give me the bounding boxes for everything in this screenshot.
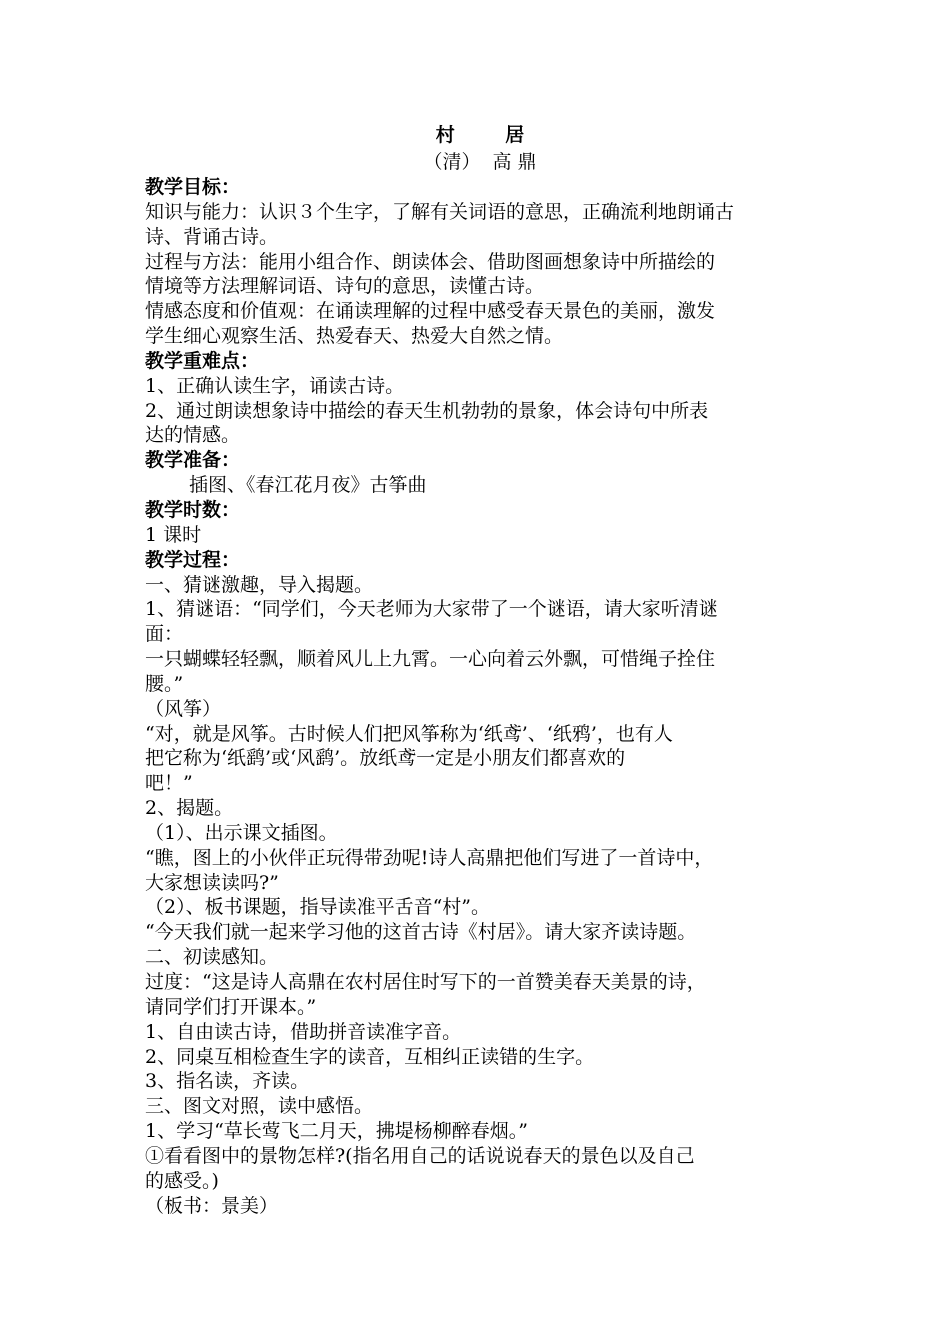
section-heading: 教学准备： bbox=[145, 449, 241, 472]
text-line: 情感态度和价值观：在诵读理解的过程中感受春天景色的美丽，激发 bbox=[145, 300, 716, 323]
text-line: 1、自由读古诗，借助拼音读准字音。 bbox=[145, 1020, 462, 1043]
section-heading: 教学目标： bbox=[145, 176, 241, 198]
text-line: 诗、背诵古诗。 bbox=[145, 225, 279, 248]
text-line: “瞧，图上的小伙伴正玩得带劲呢!诗人高鼎把他们写进了一首诗中， bbox=[145, 846, 714, 869]
text-line: （2）、板书课题，指导读准平舌音“村”。 bbox=[145, 896, 491, 919]
text-line: （板书：景美） bbox=[145, 1194, 279, 1217]
text-line: 3、指名读，齐读。 bbox=[145, 1070, 310, 1093]
text-line: 1、猜谜语：“同学们，今天老师为大家带了一个谜语，请大家听清谜 bbox=[145, 598, 718, 621]
text-line: ①看看图中的景物怎样?(指名用自己的话说说春天的景色以及自己 bbox=[145, 1144, 695, 1167]
text-line: 过程与方法：能用小组合作、朗读体会、借助图画想象诗中所描绘的 bbox=[145, 250, 716, 273]
section-heading: 教学过程： bbox=[145, 548, 241, 571]
text-line: “对，就是风筝。古时候人们把风筝称为‘纸鸢’、‘纸鸦’，也有人 bbox=[145, 722, 673, 745]
text-line: 达的情感。 bbox=[145, 424, 241, 447]
text-line: 1、学习“草长莺飞二月天，拂堤杨柳醉春烟。” bbox=[145, 1120, 529, 1143]
document-body bbox=[145, 121, 815, 1218]
text-line: 插图、《春江花月夜》古筝曲 bbox=[189, 474, 427, 497]
poem-title: 村 居 bbox=[435, 124, 547, 146]
text-line: 2、同桌互相检查生字的读音，互相纠正读错的生字。 bbox=[145, 1045, 595, 1068]
text-line: 过度：“这是诗人高鼎在农村居住时写下的一首赞美春天美景的诗， bbox=[145, 971, 706, 993]
text-line: 腰。” bbox=[145, 672, 184, 695]
section-heading: 教学重难点： bbox=[145, 349, 260, 372]
section-heading: 教学时数： bbox=[145, 498, 241, 521]
text-line: 把它称为‘纸鹞’或‘风鹞’。放纸鸢一定是小朋友们都喜欢的 bbox=[145, 747, 626, 770]
text-line: 1、正确认读生字，诵读古诗。 bbox=[145, 374, 405, 397]
text-line: 情境等方法理解词语、诗句的意思，读懂古诗。 bbox=[145, 275, 545, 298]
text-line: 面： bbox=[145, 623, 184, 646]
lesson-plan-text bbox=[145, 175, 815, 1218]
text-line: （风筝） bbox=[145, 697, 222, 720]
text-line: 2、通过朗读想象诗中描绘的春天生机勃勃的景象，体会诗句中所表 bbox=[145, 399, 709, 422]
poem-author: （清） 高 鼎 bbox=[423, 151, 537, 173]
text-line: 大家想读读吗?” bbox=[145, 871, 279, 894]
text-line: 一只蝴蝶轻轻飘，顺着风儿上九霄。一心向着云外飘，可惜绳子拴住 bbox=[145, 648, 716, 671]
text-line: 请同学们打开课本。” bbox=[145, 995, 317, 1018]
text-line: 三、图文对照，读中感悟。 bbox=[145, 1095, 374, 1118]
text-line: 吧！” bbox=[145, 772, 193, 795]
text-line: 知识与能力：认识３个生字，了解有关词语的意思，正确流利地朗诵古 bbox=[145, 200, 735, 223]
text-line: 学生细心观察生活、热爱春天、热爱大自然之情。 bbox=[145, 325, 564, 348]
text-line: 1 课时 bbox=[145, 523, 202, 546]
text-line: 的感受。) bbox=[145, 1169, 219, 1192]
text-line: 二、初读感知。 bbox=[145, 946, 279, 969]
text-line: （1）、出示课文插图。 bbox=[145, 821, 338, 844]
text-line: “今天我们就一起来学习他的这首古诗《村居》。请大家齐读诗题。 bbox=[145, 921, 697, 944]
text-line: 2、揭题。 bbox=[145, 797, 234, 820]
text-line: 一、猜谜激趣，导入揭题。 bbox=[145, 573, 374, 596]
